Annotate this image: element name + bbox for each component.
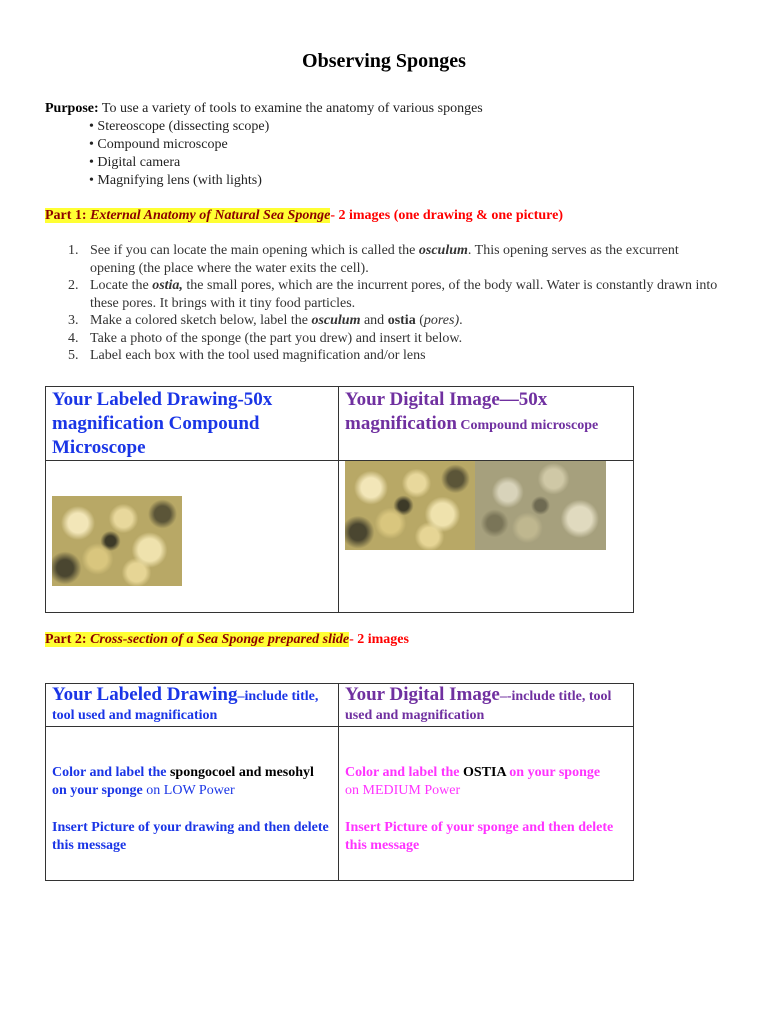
instruction-step xyxy=(68,277,718,312)
instr-text: and xyxy=(235,765,265,780)
part2-drawing-header xyxy=(46,684,338,725)
term-spongocoel: spongocoel xyxy=(169,765,236,780)
part2-image-header-cell xyxy=(339,684,634,727)
instruction-step xyxy=(68,330,718,348)
step-number: 5. xyxy=(68,348,79,363)
term-ostia: OSTIA xyxy=(462,765,506,780)
tool-item: • Digital camera xyxy=(89,155,181,170)
instruction-list xyxy=(68,242,718,365)
instr-text: on your sponge xyxy=(52,783,143,798)
drawing-instructions xyxy=(46,764,338,855)
step-text: . xyxy=(459,313,463,328)
power-level: on LOW Power xyxy=(142,783,235,798)
step-text: See if you can locate the main opening which is called the xyxy=(90,243,419,258)
step-text: ostia xyxy=(387,313,416,328)
step-text: Take a photo of the sponge (the part you drew) and insert it below. xyxy=(90,330,463,346)
image-header-main: Your Digital Image—50x magnification xyxy=(345,389,548,434)
insert-sponge-message: Insert Picture of your sponge and then delete this message xyxy=(345,820,614,853)
part2-suffix: - 2 images xyxy=(349,632,409,647)
image-instructions xyxy=(339,764,633,855)
term-mesohyl: mesohyl xyxy=(264,765,314,780)
part1-subtitle: External Anatomy of Natural Sea Sponge xyxy=(90,208,331,223)
part2-drawing-header-main: Your Labeled Drawing xyxy=(52,684,238,705)
purpose-label: Purpose: xyxy=(45,101,99,116)
instr-text: Color and label the xyxy=(52,765,170,780)
step-text: Label each box with the tool used magnification and/or lens xyxy=(90,348,426,363)
part1-label: Part 1: xyxy=(45,208,91,223)
step-text: Make a colored sketch below, label the xyxy=(90,313,312,328)
step-text: the small pores, which are the incurrent pores, of the body wall. Water is constantly drawn into these pores. It brings with it tiny food particles. xyxy=(90,278,718,311)
part2-highlight xyxy=(45,632,349,647)
step-number: 3. xyxy=(68,313,79,328)
drawing-header: Your Labeled Drawing-50x magnification Compound Microscope xyxy=(52,389,273,458)
part1-drawing-header-cell xyxy=(46,387,339,461)
part1-image-header-cell xyxy=(339,387,634,461)
drawing-photo xyxy=(52,496,182,586)
instruction-step xyxy=(68,242,718,277)
power-level: on MEDIUM Power xyxy=(345,783,461,798)
tool-item: • Compound microscope xyxy=(89,137,228,152)
step-text: ostia, xyxy=(152,278,183,293)
insert-drawing-message: Insert Picture of your drawing and then delete this message xyxy=(52,820,329,853)
step-text: pores) xyxy=(423,313,460,328)
step-text: osculum xyxy=(311,313,361,328)
purpose-line xyxy=(45,100,483,118)
part2-image-header-note: –-include title, tool used and magnification xyxy=(345,689,612,723)
part1-highlight xyxy=(45,208,330,223)
part2-image-header-main: Your Digital Image xyxy=(345,684,500,705)
part2-drawing-cell[interactable] xyxy=(46,727,339,881)
purpose-text: To use a variety of tools to examine the anatomy of various sponges xyxy=(98,101,483,116)
part2-heading xyxy=(45,632,409,648)
instr-text: Color and label the xyxy=(345,765,463,780)
part1-drawing-cell[interactable] xyxy=(46,461,339,613)
page-title: Observing Sponges xyxy=(302,50,466,72)
part2-image-header xyxy=(339,684,633,725)
step-number: 4. xyxy=(68,330,79,346)
part1-suffix: - 2 images (one drawing & one picture) xyxy=(330,208,564,223)
part2-drawing-header-note: –include title, tool used and magnification xyxy=(52,689,319,723)
step-text: Locate the xyxy=(90,278,153,293)
instruction-step xyxy=(68,312,718,330)
instr-text: on your sponge xyxy=(505,765,601,780)
part1-image-cell[interactable] xyxy=(339,461,634,613)
step-text: ( xyxy=(415,313,424,328)
part2-table xyxy=(45,683,634,881)
part2-image-cell[interactable] xyxy=(339,727,634,881)
part2-label: Part 2: xyxy=(45,632,91,647)
tool-list xyxy=(89,118,269,190)
step-text: and xyxy=(360,313,388,328)
image-header xyxy=(339,387,633,438)
step-number: 2. xyxy=(68,278,79,293)
tool-item: • Stereoscope (dissecting scope) xyxy=(89,119,270,134)
step-text: . This opening serves as the excurrent opening (the place where the water exits the cell). xyxy=(90,243,679,276)
instruction-step xyxy=(68,347,718,365)
part1-heading xyxy=(45,208,563,224)
tool-item: • Magnifying lens (with lights) xyxy=(89,173,262,188)
sponge-photo-2 xyxy=(475,461,606,550)
sponge-photo-1 xyxy=(345,461,475,550)
image-header-tool: Compound microscope xyxy=(456,418,599,433)
step-number: 1. xyxy=(68,243,79,258)
part2-drawing-header-cell xyxy=(46,684,339,727)
part1-table xyxy=(45,386,634,613)
step-text: osculum xyxy=(418,243,468,258)
part2-subtitle: Cross-section of a Sea Sponge prepared slide xyxy=(90,632,350,647)
